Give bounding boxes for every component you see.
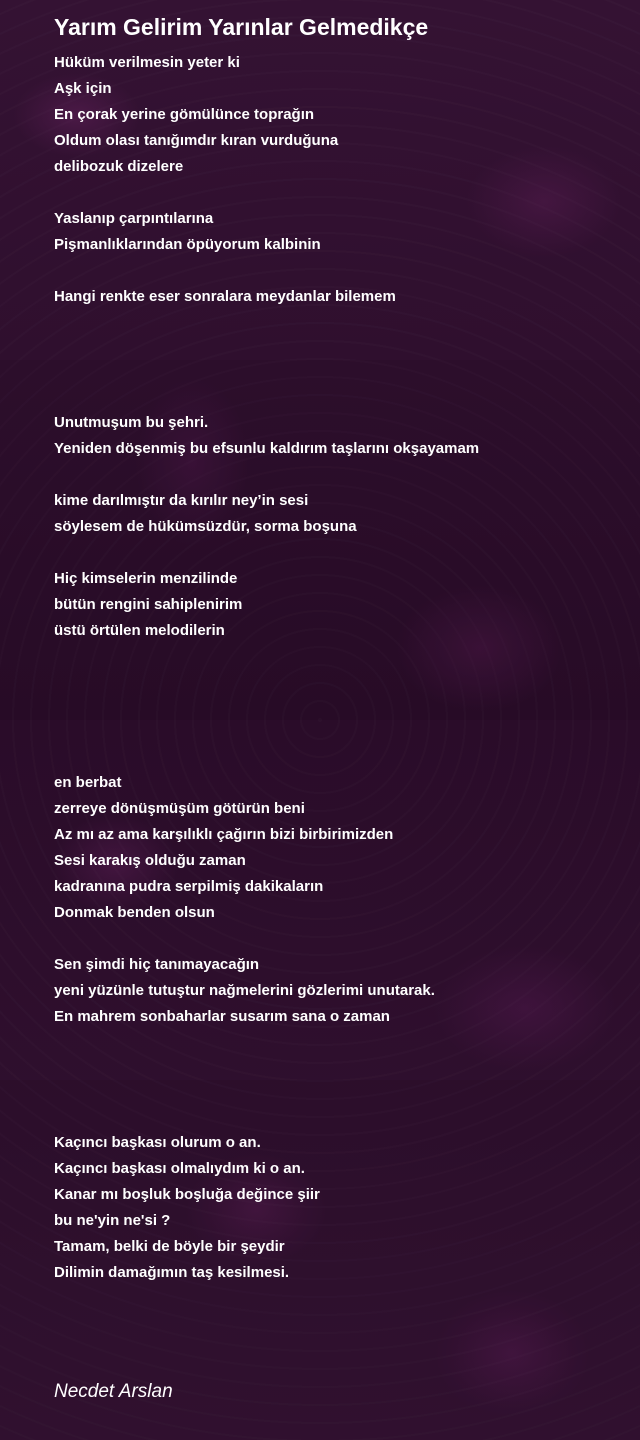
poem-line: En mahrem sonbaharlar susarım sana o zaman bbox=[54, 1008, 390, 1025]
poem-line: Aşk için bbox=[54, 80, 112, 97]
poem-line: Unutmuşum bu şehri. bbox=[54, 414, 209, 431]
poem-line: Sen şimdi hiç tanımayacağın bbox=[54, 956, 260, 973]
poem-line: delibozuk dizelere bbox=[54, 158, 184, 175]
poem-line: Tamam, belki de böyle bir şeydir bbox=[54, 1238, 285, 1255]
stanza-8 bbox=[54, 952, 435, 1030]
poem-title: Yarım Gelirim Yarınlar Gelmedikçe bbox=[54, 14, 429, 40]
poem-line: Hüküm verilmesin yeter ki bbox=[54, 54, 240, 71]
poem-line: Yaslanıp çarpıntılarına bbox=[54, 210, 214, 227]
poem-line: bütün rengini sahiplenirim bbox=[54, 596, 243, 613]
poem-line: kime darılmıştır da kırılır ney’in sesi bbox=[54, 492, 309, 509]
poem-line: bu ne'yin ne'si ? bbox=[54, 1212, 171, 1229]
poem-line: en berbat bbox=[54, 774, 122, 791]
poem-line: Donmak benden olsun bbox=[54, 904, 215, 921]
stanza-7 bbox=[54, 770, 393, 926]
stanza-3 bbox=[54, 284, 396, 310]
stanza-2 bbox=[54, 206, 321, 258]
stanza-5 bbox=[54, 488, 357, 540]
poem-line: Kaçıncı başkası olmalıydım ki o an. bbox=[54, 1160, 305, 1177]
poem-line: Pişmanlıklarından öpüyorum kalbinin bbox=[54, 236, 321, 253]
stanza-9 bbox=[54, 1130, 320, 1286]
poem-line: üstü örtülen melodilerin bbox=[54, 622, 225, 639]
poem-line: yeni yüzünle tutuştur nağmelerini gözlerimi unutarak. bbox=[54, 982, 435, 999]
poem-line: En çorak yerine gömülünce toprağın bbox=[54, 106, 315, 123]
poem-line: Az mı az ama karşılıklı çağırın bizi birbirimizden bbox=[54, 826, 394, 843]
stanza-1 bbox=[54, 50, 338, 180]
poem-line: zerreye dönüşmüşüm götürün beni bbox=[54, 800, 305, 817]
poem-line: Kaçıncı başkası olurum o an. bbox=[54, 1134, 261, 1151]
poem-line: Hiç kimselerin menzilinde bbox=[54, 570, 238, 587]
poem-author: Necdet Arslan bbox=[54, 1381, 173, 1402]
poem-line: kadranına pudra serpilmiş dakikaların bbox=[54, 878, 324, 895]
stanza-6 bbox=[54, 566, 242, 644]
poem-line: Kanar mı boşluk boşluğa değince şiir bbox=[54, 1186, 320, 1203]
stanza-4 bbox=[54, 410, 479, 462]
poem-line: Sesi karakış olduğu zaman bbox=[54, 852, 246, 869]
poem-line: Hangi renkte eser sonralara meydanlar bilemem bbox=[54, 288, 396, 305]
poem-line: Oldum olası tanığımdır kıran vurduğuna bbox=[54, 132, 339, 149]
poem-line: söylesem de hükümsüzdür, sorma boşuna bbox=[54, 518, 357, 535]
poem-line: Dilimin damağımın taş kesilmesi. bbox=[54, 1264, 290, 1281]
poem-line: Yeniden döşenmiş bu efsunlu kaldırım taşlarını okşayamam bbox=[54, 440, 480, 457]
